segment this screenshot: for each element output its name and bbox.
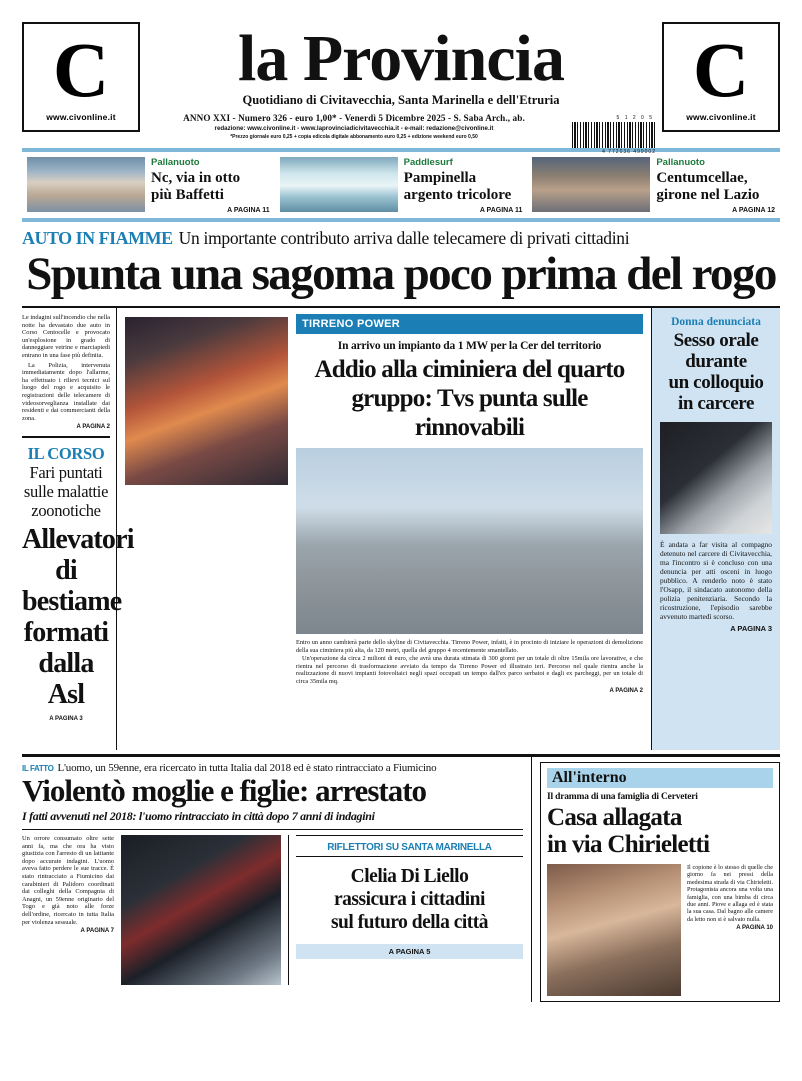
lead-kicker-text: Un importante contributo arriva dalle telecamere di privati cittadini bbox=[178, 228, 630, 248]
bottom-left-kicker-text: L'uomo, un 59enne, era ricercato in tutta Italia dal 2018 ed è stato rintracciato a Fiumicino bbox=[57, 762, 437, 774]
sports-kicker-3: Pallanuoto bbox=[656, 157, 705, 168]
lead-left-body bbox=[22, 314, 110, 422]
tirreno-para-1: Entro un anno cambierà parte dello skyline di Civitavecchia. Tirreno Power, infatti, è in procinto di iniziare le operazioni di demolizione della sua ciminiera più alta, da 120 metri, quella del gruppo 4 recentemente smantellato. bbox=[296, 639, 643, 654]
center-column bbox=[117, 308, 652, 750]
masthead bbox=[0, 0, 802, 155]
sports-page-ref-2: A PAGINA 11 bbox=[479, 207, 523, 214]
corso-kicker bbox=[22, 444, 110, 520]
santa-marinella-headline[interactable]: Clelia Di Liello rassicura i cittadini sul futuro della città bbox=[330, 866, 489, 933]
lead-left-para-2: La Polizia, intervenuta immediatamente dopo l'allarme, ha effettuato i rilievi tecnici sul luogo del rogo e acquisito le registrazioni delle telecamere di videosorveglianza installate dai residenti e dai commercianti della zona. bbox=[22, 361, 110, 422]
corso-kicker-text: Fari puntati sulle malattie zoonotiche bbox=[23, 462, 109, 520]
bottom-left-text-column bbox=[22, 835, 114, 985]
sidebar-headline[interactable]: Sesso orale durante un colloquio in carcere bbox=[668, 330, 764, 414]
corso-page-ref: A PAGINA 3 bbox=[49, 715, 83, 722]
logo-box-right[interactable] bbox=[662, 22, 780, 132]
tirreno-subtitle: In arrivo un impianto da 1 MW per la Cer del territorio bbox=[337, 340, 602, 352]
tirreno-headline[interactable]: Addio alla ciminiera del quarto gruppo: Tvs punta sulle rinnovabili bbox=[314, 356, 625, 441]
sports-strip bbox=[22, 152, 780, 218]
logo-url-right[interactable]: www.civonline.it bbox=[686, 112, 756, 122]
prison-officer-uniform-photo bbox=[660, 422, 772, 534]
lead-left-column bbox=[22, 308, 134, 750]
bottom-left-subhead: I fatti avvenuti nel 2018: l'uomo rintracciato in città dopo 7 anni di indagini bbox=[22, 809, 375, 823]
tirreno-page-ref: A PAGINA 2 bbox=[609, 687, 643, 694]
corso-rule bbox=[22, 436, 110, 438]
sports-headline-3[interactable]: Centumcellae, girone nel Lazio bbox=[656, 170, 760, 203]
sports-item-3[interactable] bbox=[527, 157, 780, 214]
sidebar-box bbox=[652, 308, 780, 750]
all-interno-bar-label: All'interno bbox=[547, 768, 773, 788]
sports-headline-1[interactable]: Nc, via in otto più Baffetti bbox=[151, 170, 241, 203]
masthead-center bbox=[140, 22, 662, 155]
masthead-web-line[interactable]: redazione: www.civonline.it - www.laprovinciadicivitavecchia.it - e-mail: redazione@civonline.it bbox=[214, 124, 494, 132]
sports-page-ref-1: A PAGINA 11 bbox=[227, 207, 270, 214]
strip-rule-bottom bbox=[22, 218, 780, 222]
bottom-right-body: Il copione è lo stesso di quelle che giorno fa nei pressi della medesima strada di via Chirieletti. Protagonista ancora una volta una famiglia, con una bimba di circa due anni. Piove e allaga ed è stata la sua casa. Dal bagno alle camere da letto non si è salvato nulla. bbox=[687, 864, 773, 923]
barcode-area bbox=[572, 113, 656, 155]
bottom-grid bbox=[22, 757, 780, 1002]
sports-item-2[interactable] bbox=[275, 157, 528, 214]
sports-item-1[interactable] bbox=[22, 157, 275, 214]
bottom-left-page-ref: A PAGINA 7 bbox=[80, 928, 114, 935]
bottom-left-headline[interactable]: Violentò moglie e figlie: arrestato bbox=[22, 773, 427, 808]
lead-headline[interactable]: Spunta una sagoma poco prima del rogo bbox=[26, 248, 776, 300]
sidebar-page-ref: A PAGINA 3 bbox=[730, 624, 772, 633]
sports-page-ref-3: A PAGINA 12 bbox=[732, 207, 776, 214]
masthead-info bbox=[146, 113, 562, 140]
santa-marinella-teaser[interactable] bbox=[288, 835, 523, 985]
bottom-left-columns bbox=[22, 835, 523, 985]
bottom-right-text-column bbox=[687, 864, 773, 996]
tirreno-banner: TIRRENO POWER bbox=[296, 314, 643, 334]
all-interno-box bbox=[540, 762, 780, 1002]
carabinieri-car-photo bbox=[121, 835, 281, 985]
logo-letter-icon-right: C bbox=[692, 26, 750, 113]
bottom-right-subtitle: Il dramma di una famiglia di Cerveteri bbox=[547, 792, 698, 802]
masthead-subtitle: Quotidiano di Civitavecchia, Santa Marinella e dell'Etruria bbox=[242, 93, 560, 107]
bottom-right-headline[interactable]: Casa allagata in via Chirieletti bbox=[547, 804, 710, 858]
logo-url-left[interactable]: www.civonline.it bbox=[46, 112, 116, 122]
lead-page-ref: A PAGINA 2 bbox=[76, 424, 110, 431]
masthead-issue-line: ANNO XXI - Numero 326 - euro 1,00* - Venerdì 5 Dicembre 2025 - S. Saba Arch., ab. bbox=[183, 113, 525, 123]
masthead-price-note: *Prezzo giornale euro 0,25 + copia edicola digitale abbonamento euro 0,25 + edizione weekend euro 0,50 bbox=[230, 134, 478, 140]
bottom-left-kicker-label: IL FATTO bbox=[22, 764, 54, 773]
team-dinner-photo bbox=[532, 157, 650, 212]
bottom-right-article bbox=[532, 757, 780, 1002]
santa-marinella-kicker: RIFLETTORI SU SANTA MARINELLA bbox=[327, 842, 492, 853]
barcode-icon bbox=[572, 122, 656, 148]
bottom-left-body: Un orrore consumato oltre sette anni fa, ma che ora ha visto giustizia con l'arresto di un latitante dopo accurate indagini. L'uomo aveva fatto perdere le sue tracce. È stato rintracciato a Fiumicino dai carabinieri di Palidoro coordinati dai colleghi della Compagnia di Anagni, un 59enne originario del Togo e già noto alle forze dell'ordine, ricercato in tutta Italia per violenza sessuale. bbox=[22, 835, 114, 926]
logo-box-left[interactable] bbox=[22, 22, 140, 132]
sidebar-body: È andata a far visita al compagno detenuto nel carcere di Civitavecchia, ma l'incontro si è concluso con una denuncia per atti osceni in luogo pubblico. A renderlo noto è stato l'Osapp, il sindacato autonomo della polizia penitenziaria. Secondo la ricostruzione, l'episodio sarebbe avvenuto martedì scorso. bbox=[660, 540, 772, 621]
bottom-right-columns bbox=[547, 864, 773, 996]
sports-kicker-2: Paddlesurf bbox=[403, 157, 453, 168]
sidebar-kicker: Donna denunciata bbox=[671, 316, 761, 328]
lead-kicker-label: AUTO IN FIAMME bbox=[22, 228, 173, 248]
power-plant-chimney-photo bbox=[296, 448, 643, 634]
tirreno-body bbox=[296, 639, 643, 686]
main-grid bbox=[22, 308, 780, 750]
surfer-wave-photo bbox=[280, 157, 398, 212]
bottom-left-article bbox=[22, 757, 532, 1002]
right-sidebar bbox=[652, 308, 780, 750]
car-fire-night-photo bbox=[125, 317, 288, 485]
page-title: la Provincia bbox=[238, 22, 564, 95]
tirreno-para-2: Un'operazione da circa 2 milioni di euro, che avrà una durata stimata di 300 giorni per un totale di oltre 15mila ore lavorative, e che rientra nel percorso di trasformazione avviato da tempo da Tirreno Power ed illustrato ieri. Percorso nel quale rientra anche la realizzazione di nuovi impianti fotovoltaici negli spazi occupati un tempo dall'ex parco serbatoi e dagli ex parcheggi, per un totale di circa 35mila mq. bbox=[296, 655, 643, 685]
bottom-left-rule bbox=[22, 829, 523, 830]
barcode-top-number: 5 1 2 0 5 bbox=[616, 115, 654, 121]
barcode-number: 4 772036 499002 bbox=[602, 149, 656, 155]
corso-headline[interactable]: Allevatori di bestiame formati dalla Asl bbox=[22, 523, 134, 710]
lead-kicker-row bbox=[22, 228, 780, 249]
santa-marinella-page-ref: A PAGINA 5 bbox=[296, 944, 523, 959]
waterpolo-team-photo bbox=[27, 157, 145, 212]
masthead-info-row bbox=[146, 113, 656, 155]
sports-headline-2[interactable]: Pampinella argento tricolore bbox=[403, 170, 512, 203]
logo-letter-icon: C bbox=[52, 26, 110, 113]
corso-kicker-label: IL CORSO bbox=[27, 443, 105, 463]
lead-left-para-1: Le indagini sull'incendio che nella notte ha devastato due auto in Corso Centocelle e provocato un'esplosione in grado di danneggiare vetrine e marciapiedi entrano in una fase più definita. bbox=[22, 314, 110, 359]
flooded-house-photo bbox=[547, 864, 681, 996]
bottom-right-page-ref: A PAGINA 10 bbox=[736, 925, 773, 932]
sports-kicker-1: Pallanuoto bbox=[151, 157, 200, 168]
santa-marinella-kicker-bar bbox=[296, 835, 523, 857]
